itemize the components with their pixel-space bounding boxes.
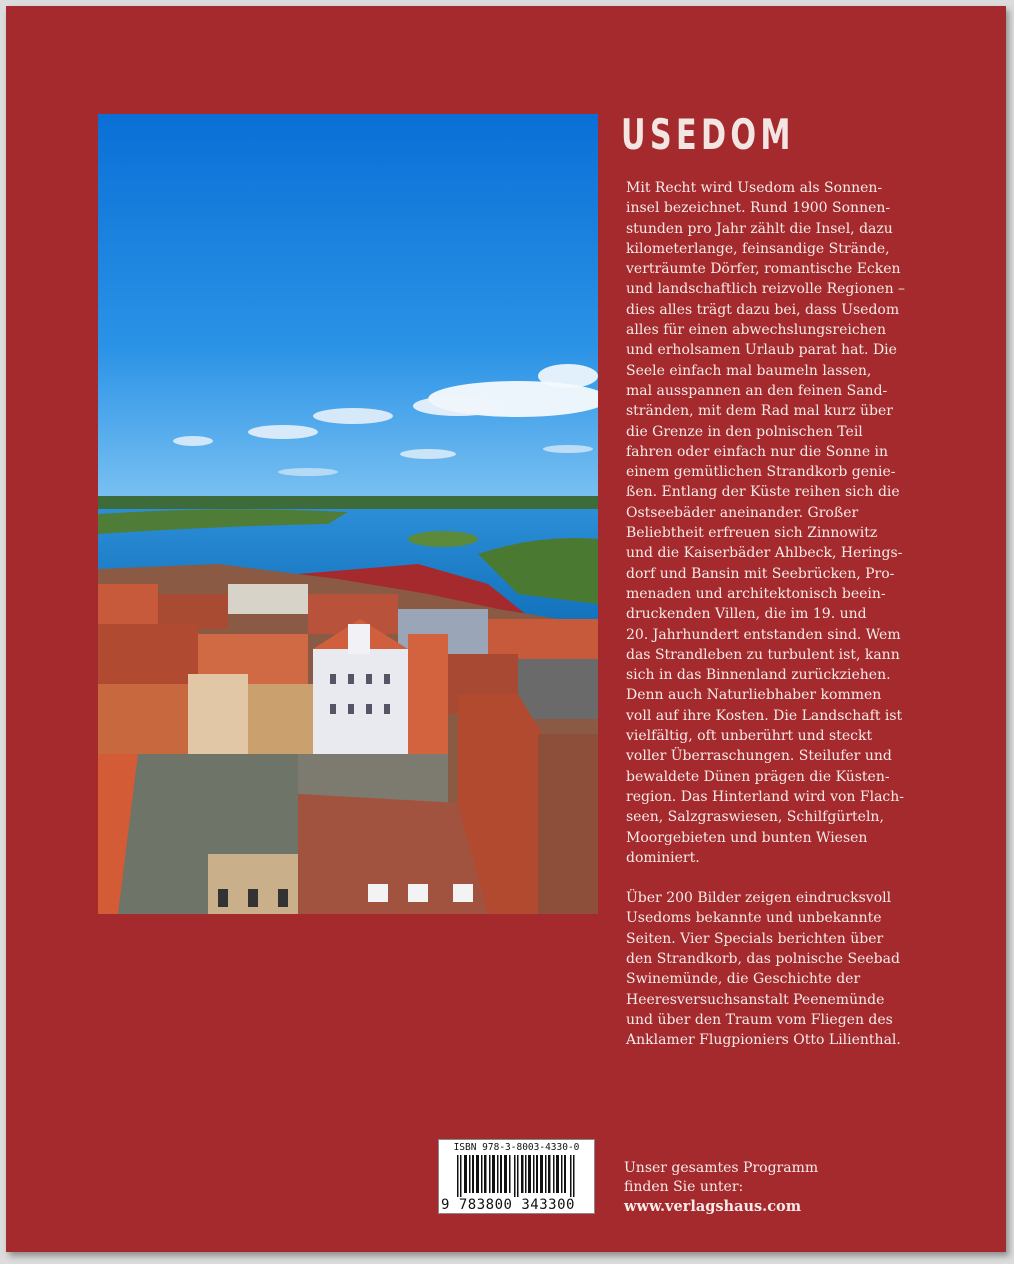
description-paragraph-2: Über 200 Bilder zeigen eindrucksvoll Usedoms bekannte und unbekannte Seiten. Vier Specials berichten über den Strandkorb, das polnische Seebad Swinemünde, die Geschichte der Heeresversuchsanstalt Peenemünde und über den Traum vom Fliegen des Anklamer Flugpioniers Otto Lilienthal. <box>626 890 901 1049</box>
isbn-label: ISBN 978-3-8003-4330-0 <box>453 1142 580 1153</box>
program-line-2: finden Sie unter: <box>624 1179 744 1195</box>
barcode-bars-icon <box>457 1155 577 1197</box>
description-paragraph-1: Mit Recht wird Usedom als Sonnen- insel bezeichnet. Rund 1900 Sonnen- stunden pro Jahr zählt die Insel, dazu kilometerlange, feinsandige Strände, verträumte Dörfer, romantische Ecken und landschaftlich reizvolle Regionen – dies alles trägt dazu bei, dass Usedom alles für einen abwechslungsreichen und erholsamen Urlaub parat hat. Die Seele einfach mal baumeln lassen, mal ausspannen an den feinen Sand- stränden, mit dem Rad mal kurz über die Grenze in den polnischen Teil fahren oder einfach nur die Sonne in einem gemütlichen Strandkorb genie- ßen. Entlang der Küste reihen sich die Ostseebäder aneinander. Großer Beliebtheit erfreuen sich Zinnowitz und die Kaiserbäder Ahlbeck, Herings- dorf und Bansin mit Seebrücken, Pro- menaden und architektonisch beein- druckenden Villen, die im 19. und 20. Jahrhundert entstanden sind. Wem das Strandleben zu turbulent ist, kann sich in das Binnenland zurückziehen. Denn auch Naturliebhaber kommen voll auf ihre Kosten. Die Landschaft ist vielfältig, oft unberührt und steckt voller Überraschungen. Steilufer und bewaldete Dünen prägen die Küsten- region. Das Hinterland wird von Flach- seen, Salzgraswiesen, Schilfgürteln, Moorgebieten und bunten Wiesen dominiert. <box>626 180 906 866</box>
cover-photo <box>98 114 598 914</box>
program-line-1: Unser gesamtes Programm <box>624 1160 819 1176</box>
barcode-digits: 9 783800 343300 <box>441 1197 575 1213</box>
description-text <box>626 178 926 1050</box>
book-back-cover <box>6 6 1006 1252</box>
publisher-url-link[interactable]: www.verlagshaus.com <box>624 1198 802 1215</box>
town-harbor-aerial-photo <box>98 114 598 914</box>
book-title: USEDOM <box>621 110 795 159</box>
publisher-info <box>624 1159 818 1216</box>
isbn-barcode <box>438 1139 595 1214</box>
